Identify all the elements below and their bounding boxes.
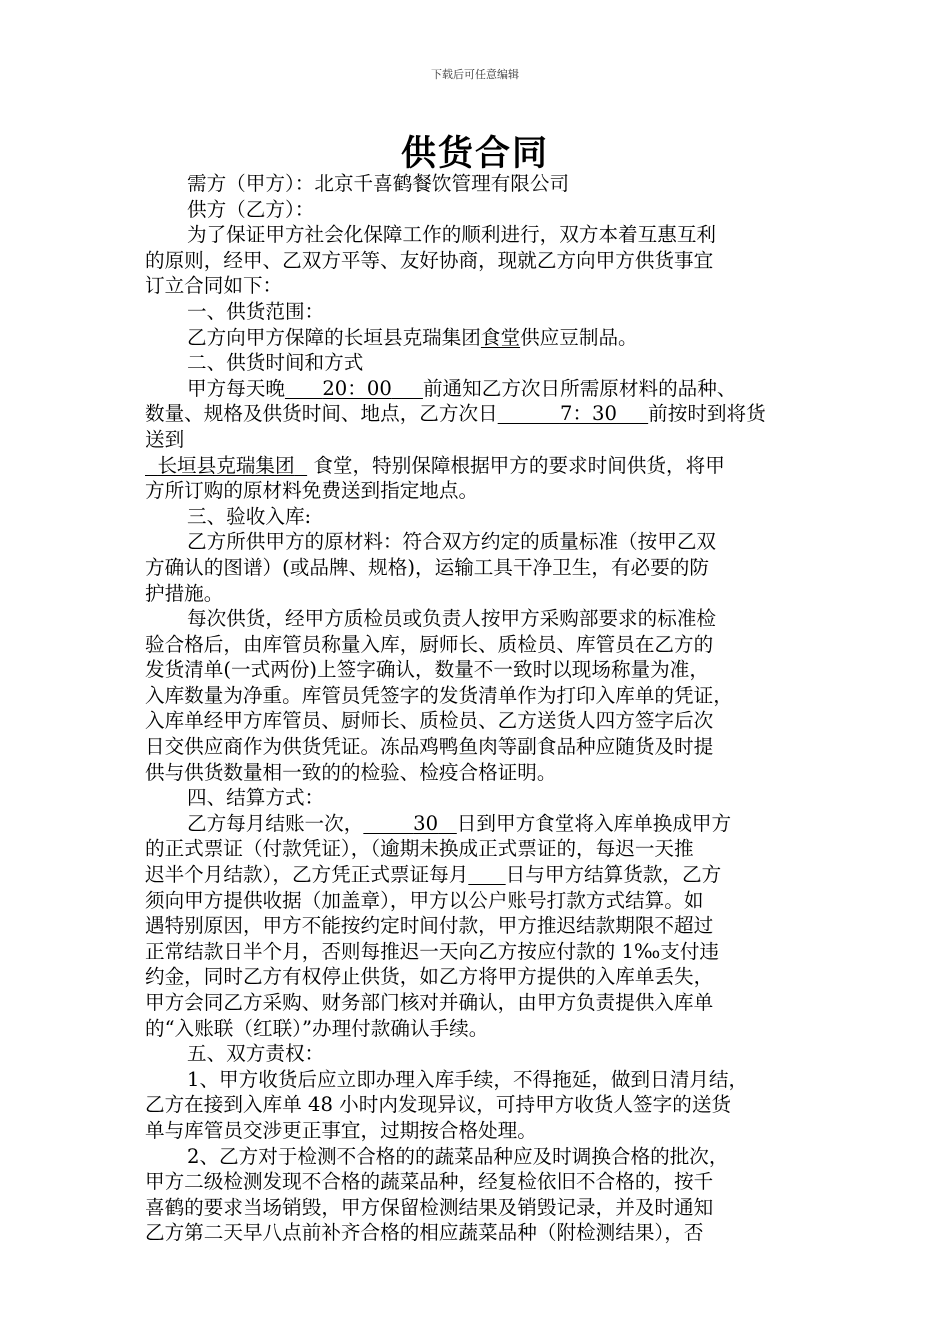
section-4-text: 的“入账联（红联）”办理付款确认手续。 [145,1016,489,1040]
section-3-text: 验合格后，由库管员称量入库，厨师长、质检员、库管员在乙方的 [145,632,714,656]
section-4-heading: 四、结算方式： [187,786,325,810]
section-4-text: 甲方会同乙方采购、财务部门核对并确认，由甲方负责提供入库单 [145,991,714,1014]
text-run: 前按时到将货 [648,402,766,426]
section-5-text: 2、乙方对于检测不合格的的蔬菜品种应及时调换合格的批次， [187,1144,729,1168]
document-title: 供货合同 [400,134,549,174]
settlement-day-field [363,812,456,835]
section-5-heading: 五、双方责权： [187,1042,325,1066]
delivery-time-value: 7：30 [559,402,617,426]
section-5-text: 乙方第二天早八点前补齐合格的相应蔬菜品种（附检测结果），否 [145,1221,704,1245]
supplier-line: 供方（乙方）： [187,197,315,221]
section-3-text: 发货清单(一式两份)上签字确认，数量不一致时以现场称量为准， [145,658,709,682]
settlement-day-value: 30 [413,811,439,835]
text-run: 乙方向甲方保障的长垣县克瑞集团 [187,325,481,349]
section-3-text: 日交供应商作为供货凭证。冻品鸡鸭鱼肉等副食品种应随货及时提 [145,735,714,759]
section-3-text: 每次供货，经甲方质检员或负责人按甲方采购部要求的标准检 [187,607,717,631]
section-4-text [145,811,807,837]
section-1-heading: 一、供货范围： [187,299,325,323]
contract-body [145,171,807,1246]
text-run: 数量、规格及供货时间、地点，乙方次日 [145,402,498,426]
section-5-text: 单与库管员交涉更正事宜，过期按合格处理。 [145,1118,537,1142]
text-run: 日到甲方食堂将入库单换成甲方 [456,811,732,835]
notice-time-field [285,377,423,400]
buyer-line: 需方（甲方）：北京千喜鹤餐饮管理有限公司 [187,172,570,195]
section-4-text [145,862,807,888]
text-run: 供应豆制品。 [520,325,638,349]
canteen-underlined: 食堂 [480,325,521,349]
text-run: 日与甲方结算货款，乙方 [505,863,722,887]
section-4-text: 的正式票证（付款凭证），（逾期未换成正式票证的，每迟一天推 [145,837,694,861]
section-2-text [145,453,807,479]
section-3-text: 方确认的图谱）(或品牌、规格)，运输工具干净卫生，有必要的防 [145,555,709,579]
section-4-text: 遇特别原因，甲方不能按约定时间付款，甲方推迟结款期限不超过 [145,914,714,938]
delivery-place-value: 长垣县克瑞集团 [157,453,295,477]
text-run: 乙方每月结账一次， [187,811,364,835]
section-3-text: 入库单经甲方库管员、厨师长、质检员、乙方送货人四方签字后次 [145,709,714,733]
text-run: 食堂，特别保障根据甲方的要求时间供货，将甲 [313,453,725,477]
section-5-text: 乙方在接到入库单 48 小时内发现异议，可持甲方收货人签字的送货 [145,1093,732,1117]
section-4-text: 须向甲方提供收据（加盖章），甲方以公户账号打款方式结算。如 [145,888,704,912]
section-3-text: 护措施。 [145,581,224,605]
section-4-text: 约金，同时乙方有权停止供货，如乙方将甲方提供的入库单丢失， [145,965,714,989]
delivery-place-field [145,454,307,477]
section-2-heading: 二、供货时间和方式 [187,351,364,375]
section-3-text: 入库数量为净重。库管员凭签字的发货清单作为打印入库单的凭证， [145,683,733,707]
section-5-text: 甲方二级检测发现不合格的蔬菜品种，经复检依旧不合格的，按千 [145,1170,714,1194]
section-5-text: 1、甲方收货后应立即办理入库手续，不得拖延，做到日清月结， [187,1067,749,1091]
text-run: 前通知乙方次日所需原材料的品种、 [422,376,737,400]
section-2-text: 送到 [145,427,185,451]
header-note: 下载后可任意编辑 [431,68,519,81]
section-2-text [145,376,807,402]
section-2-text [145,401,807,427]
notice-time-value: 20：00 [322,376,392,400]
section-1-text [145,325,807,351]
section-5-text: 喜鹤的要求当场销毁，甲方保留检测结果及销毁记录，并及时通知 [145,1195,714,1219]
payment-day-blank [468,863,505,886]
section-3-heading: 三、验收入库: [187,504,312,528]
delivery-time-field [498,402,648,425]
text-run: 甲方每天晚 [187,376,285,400]
section-2-text: 方所订购的原材料免费送到指定地点。 [145,479,479,503]
intro-line: 的原则，经甲、乙双方平等、友好协商，现就乙方向甲方供货事宜 [145,248,714,272]
section-4-text: 正常结款日半个月，否则每推迟一天向乙方按应付款的 1‰支付违 [145,939,720,963]
section-3-text: 乙方所供甲方的原材料：符合双方约定的质量标准（按甲乙双 [187,530,717,554]
section-3-text: 供与供货数量相一致的的检验、检疫合格证明。 [145,760,557,784]
text-run: 迟半个月结款），乙方凭正式票证每月 [145,863,469,887]
intro-line: 为了保证甲方社会化保障工作的顺利进行，双方本着互惠互利 [187,223,717,247]
intro-line: 订立合同如下： [145,274,283,298]
